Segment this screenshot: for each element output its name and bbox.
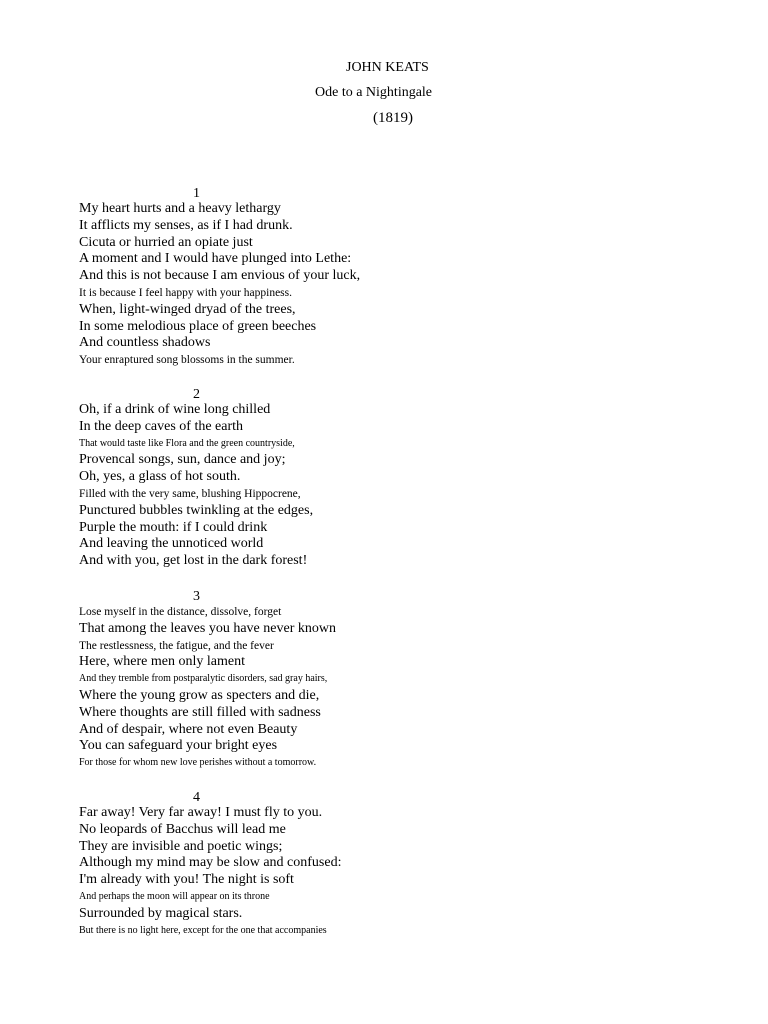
poem-line: I'm already with you! The night is soft (79, 872, 294, 888)
stanza-lines (79, 201, 360, 369)
poem-line: In the deep caves of the earth (79, 418, 244, 434)
poem-line: Where the young grow as specters and die, (79, 687, 320, 703)
poem-line: And with you, get lost in the dark forest! (79, 553, 308, 569)
stanza-lines (79, 604, 336, 772)
poem-title: Ode to a Nightingale (315, 85, 433, 100)
stanza-number: 4 (193, 790, 200, 805)
poem-line: Here, where men only lament (79, 654, 245, 670)
poem-line: Lose myself in the distance, dissolve, forget (79, 606, 282, 618)
poem-line: A moment and I would have plunged into Lethe: (79, 251, 352, 267)
poem-line: Your enraptured song blossoms in the summer. (79, 354, 295, 367)
stanza-number: 2 (193, 387, 200, 402)
poem-line: Filled with the very same, blushing Hippocrene, (79, 487, 301, 500)
poem-line: Provencal songs, sun, dance and joy; (79, 452, 286, 468)
stanza-lines (79, 402, 313, 570)
poem-line: And leaving the unnoticed world (79, 536, 264, 552)
poem-line: Punctured bubbles twinkling at the edges, (79, 502, 314, 518)
poem-line: It is because I feel happy with your happiness. (79, 286, 293, 299)
author-name: JOHN KEATS (346, 60, 429, 75)
poem-line: Surrounded by magical stars. (79, 905, 243, 921)
stanza-lines (79, 805, 341, 939)
poem-line: They are invisible and poetic wings; (79, 838, 283, 854)
poem-line: And perhaps the moon will appear on its throne (79, 890, 270, 902)
poem-line: But there is no light here, except for the one that accompanies (79, 924, 327, 936)
poem-line: The restlessness, the fatigue, and the fever (79, 639, 274, 652)
poem-line: And they tremble from postparalytic disorders, sad gray hairs, (79, 673, 328, 685)
poem-line: For those for whom new love perishes without a tomorrow. (79, 757, 317, 769)
poem-year: (1819) (373, 110, 413, 126)
poem-line: Cicuta or hurried an opiate just (79, 234, 253, 250)
poem-line: And this is not because I am envious of your luck, (79, 268, 361, 284)
poem-line: That would taste like Flora and the green countryside, (79, 437, 295, 449)
stanza-number: 1 (193, 186, 200, 201)
poem-line: Oh, yes, a glass of hot south. (79, 469, 241, 485)
poem-line: Purple the mouth: if I could drink (79, 519, 268, 535)
poem-line: And countless shadows (79, 335, 211, 351)
poem-line: Oh, if a drink of wine long chilled (79, 402, 271, 417)
poem-line: Far away! Very far away! I must fly to you. (79, 805, 323, 820)
poem-line: No leopards of Bacchus will lead me (79, 821, 286, 837)
poem-line: That among the leaves you have never known (79, 620, 336, 636)
poem-line: In some melodious place of green beeches (79, 318, 317, 334)
poem-line: Although my mind may be slow and confused: (79, 855, 342, 871)
poem-line: My heart hurts and a heavy lethargy (79, 201, 281, 216)
stanza-number: 3 (193, 589, 200, 604)
poem-line: You can safeguard your bright eyes (79, 738, 278, 754)
poem-line: When, light-winged dryad of the trees, (79, 301, 296, 317)
poem-line: Where thoughts are still filled with sadness (79, 704, 321, 720)
poem-line: It afflicts my senses, as if I had drunk. (79, 217, 293, 233)
poem-line: And of despair, where not even Beauty (79, 721, 298, 737)
